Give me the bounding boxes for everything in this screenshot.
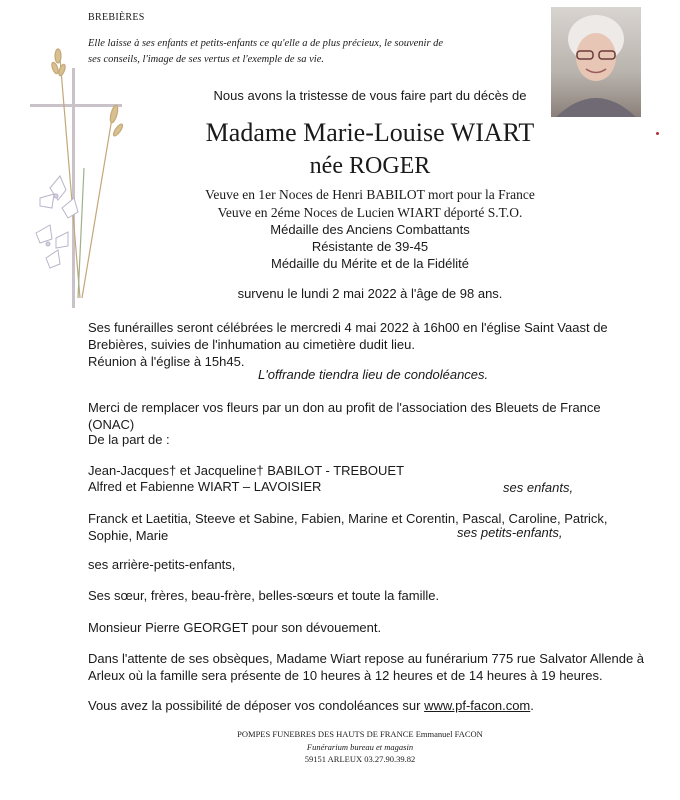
children-label: ses enfants,: [503, 480, 574, 495]
widow-line-2: Veuve en 2éme Noces de Lucien WIART déporté S.T.O.: [217, 205, 523, 220]
death-date: survenu le lundi 2 mai 2022 à l'âge de 98 ans.: [237, 286, 503, 301]
town-name: BREBIÈRES: [88, 12, 145, 23]
condolences-suffix: .: [530, 698, 534, 713]
footer-funerarium: Funérarium bureau et magasin: [306, 742, 414, 752]
church-meeting: Réunion à l'église à 15h45.: [88, 354, 245, 369]
epitaph-quote: Elle laisse à ses enfants et petits-enfants ce qu'elle a de plus précieux, le souvenir de ses conseils, l'image de ses vertus et l'exemple de sa vie.: [88, 38, 444, 65]
children-line-1: Jean-Jacques† et Jacqueline† BABILOT - TREBOUET: [88, 463, 405, 478]
announcement-intro: Nous avons la tristesse de vous faire part du décès de: [213, 88, 527, 103]
siblings-family: Ses sœur, frères, beau-frère, belles-sœurs et toute la famille.: [88, 588, 440, 603]
condolences-line: [88, 697, 648, 714]
widow-line-1: Veuve en 1er Noces de Henri BABILOT mort pour la France: [205, 187, 535, 202]
offering-note: L'offrande tiendra lieu de condoléances.: [258, 367, 489, 382]
thanks-note: Monsieur Pierre GEORGET pour son dévouement.: [88, 620, 382, 635]
children-line-2: Alfred et Fabienne WIART – LAVOISIER: [88, 479, 322, 494]
from-label: De la part de :: [88, 432, 170, 447]
footer-address: 59151 ARLEUX 03.27.90.39.82: [304, 754, 416, 764]
condolences-link[interactable]: www.pf-facon.com: [424, 698, 531, 713]
honor-2: Résistante de 39-45: [311, 239, 429, 254]
grandchildren-names: Franck et Laetitia, Steeve et Sabine, Fabien, Marine et Corentin, Pascal, Caroline, Patrick, Sophie, Marie: [88, 511, 608, 543]
deceased-name: Madame Marie-Louise WIART: [205, 118, 535, 147]
condolences-prefix: Vous avez la possibilité de déposer vos condoléances sur: [88, 698, 421, 713]
honor-1: Médaille des Anciens Combattants: [270, 222, 470, 237]
great-grandchildren: ses arrière-petits-enfants,: [88, 557, 236, 572]
flowers-note: Merci de remplacer vos fleurs par un don au profit de l'association des Bleuets de France (ONAC): [88, 400, 601, 432]
footer-company: POMPES FUNEBRES DES HAUTS DE FRANCE Emmanuel FACON: [237, 729, 483, 739]
maiden-name: née ROGER: [309, 153, 431, 179]
funeral-details: Ses funérailles seront célébrées le mercredi 4 mai 2022 à 16h00 en l'église Saint Vaast de Brebières, suivies de l'inhumation au cimetière dudit lieu.: [88, 320, 608, 352]
funerarium-visit: Dans l'attente de ses obsèques, Madame Wiart repose au funérarium 775 rue Salvator Allende à Arleux où la famille sera présente de 10 heures à 12 heures et de 14 heures à 19 heures.: [88, 651, 645, 683]
grandchildren-label: ses petits-enfants,: [457, 525, 563, 540]
honor-3: Médaille du Mérite et de la Fidélité: [271, 256, 469, 271]
